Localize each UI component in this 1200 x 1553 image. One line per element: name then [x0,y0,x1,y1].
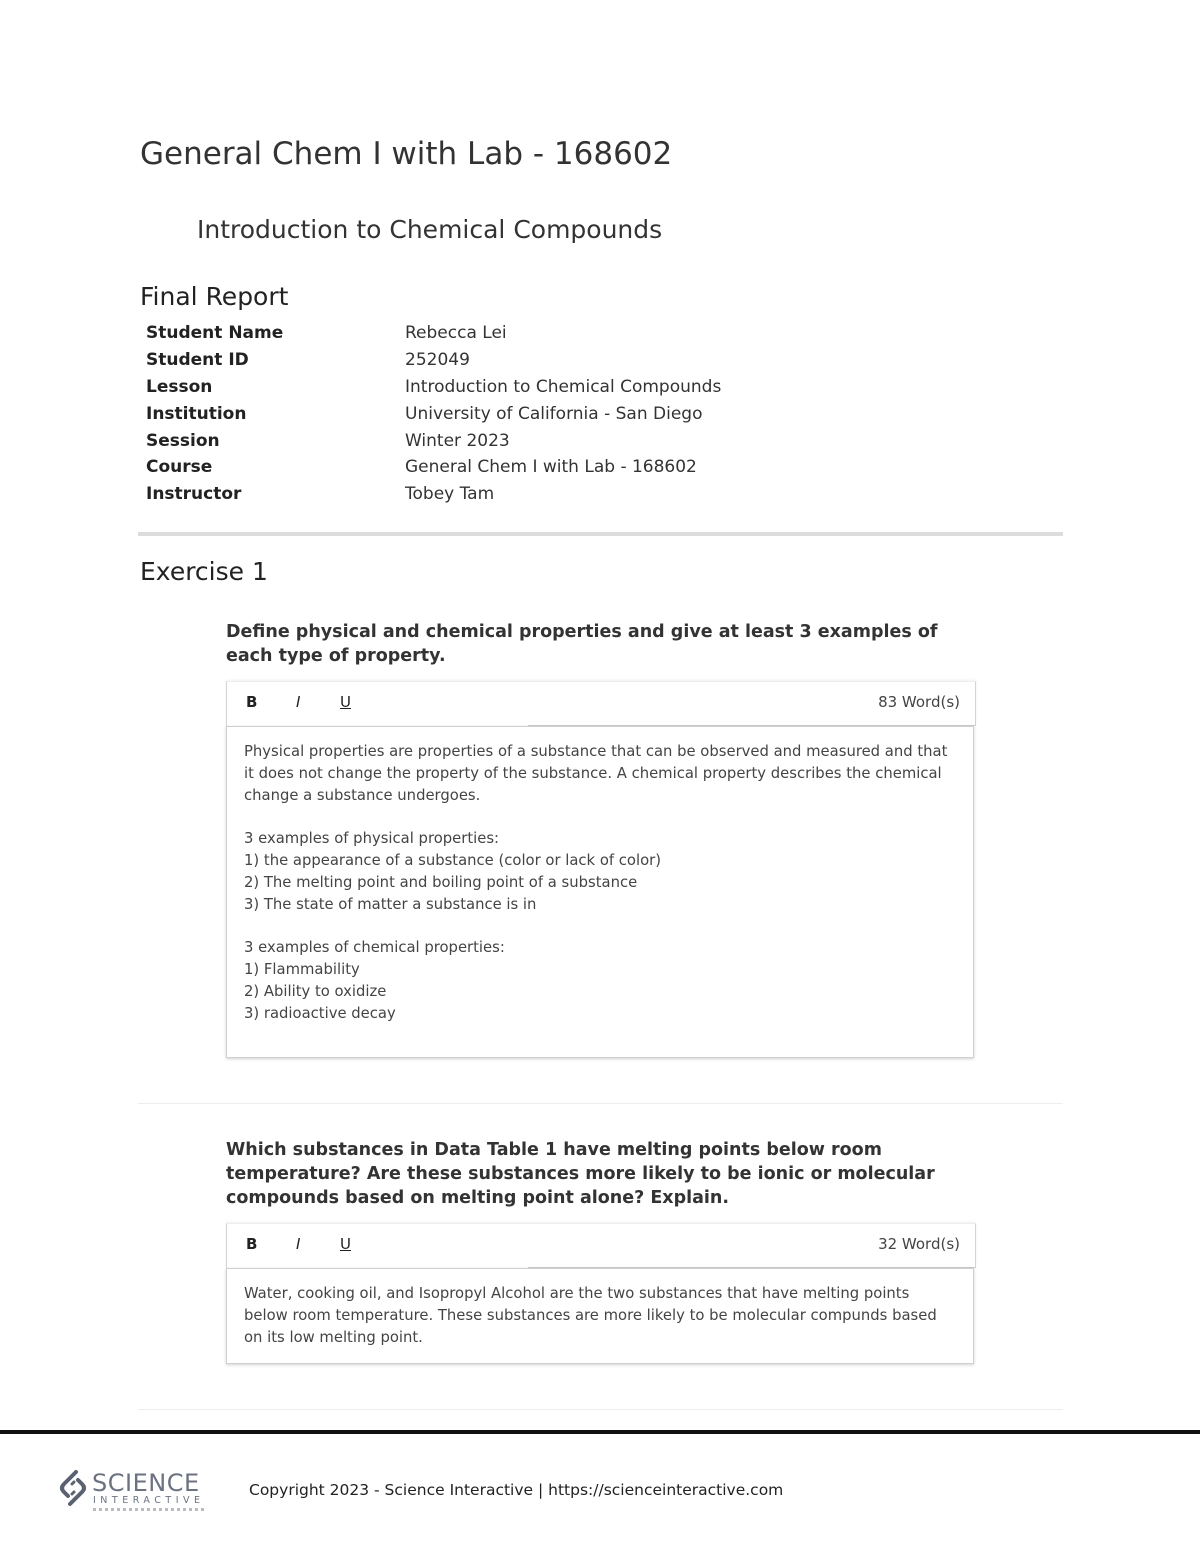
toolbar-frame [226,681,976,726]
info-row-instructor [146,481,721,508]
student-info-table [146,320,721,508]
info-label: Student ID [146,350,249,371]
toolbar-frame [226,1223,976,1268]
underline-button[interactable]: U [340,693,351,711]
question-2-prompt: Which substances in Data Table 1 have melting points below room temperature? Are these substances more likely to be ionic or molecular compounds based on melting point alone? Explain. [226,1140,935,1208]
info-row-institution [146,400,721,427]
logo-subword: INTERACTIVE [93,1495,205,1506]
info-label: Institution [146,403,247,424]
info-label: Course [146,457,213,478]
info-value: Tobey Tam [405,484,495,505]
info-value: University of California - San Diego [405,403,703,424]
info-row-student-id [146,347,721,374]
footer-rule [0,1430,1200,1434]
question-divider [138,1409,1063,1410]
word-count: 83 Word(s) [878,693,960,711]
exercise-title: Exercise 1 [140,557,268,586]
info-value: 252049 [405,350,470,371]
info-label: Session [146,430,220,451]
question-2-toolbar [226,1223,976,1267]
info-row-lesson [146,374,721,401]
section-divider [138,532,1063,536]
underline-button[interactable]: U [340,1235,351,1253]
footer-copyright: Copyright 2023 - Science Interactive | https://scienceinteractive.com [249,1481,784,1499]
info-label: Lesson [146,376,213,397]
info-label: Student Name [146,323,284,344]
italic-button[interactable]: I [296,693,301,711]
info-value: General Chem I with Lab - 168602 [405,457,697,478]
question-1-answer-box[interactable] [226,726,974,1058]
info-value: Winter 2023 [405,430,510,451]
italic-button[interactable]: I [296,1235,301,1253]
question-1-toolbar [226,681,976,725]
question-divider [138,1103,1063,1104]
info-row-session [146,427,721,454]
logo-mark-icon [58,1468,88,1508]
course-title: General Chem I with Lab - 168602 [140,136,673,172]
question-2-answer-box[interactable] [226,1268,974,1364]
bold-button[interactable]: B [246,693,258,711]
lesson-title: Introduction to Chemical Compounds [197,215,663,244]
logo-word: SCIENCE [92,1469,200,1497]
info-row-student-name [146,320,721,347]
question-1-prompt: Define physical and chemical properties and give at least 3 examples of each type of property. [226,622,938,666]
word-count: 32 Word(s) [878,1235,960,1253]
info-label: Instructor [146,484,242,505]
question-1-answer-text: Physical properties are properties of a substance that can be observed and measured and that it does not change the property of the substance. A chemical property describes the chemical change a substance undergoes. 3 examples of physical properties: 1) the appearance of a substance (color or lack of color) 2) The melting point and boiling point of a substance 3) The state of matter a substance is in 3 examples of chemical properties: 1) Flammability 2) Ability to oxidize 3) radioactive decay [244,743,948,1022]
science-interactive-logo [58,1468,218,1516]
question-2-answer-text: Water, cooking oil, and Isopropyl Alcohol are the two substances that have melting points below room temperature. These substances are more likely to be molecular compunds based on its low melting point. [244,1285,937,1346]
info-row-course [146,454,721,481]
info-value: Rebecca Lei [405,323,507,344]
info-value: Introduction to Chemical Compounds [405,376,722,397]
report-title: Final Report [140,282,289,311]
logo-tagline [93,1508,205,1511]
bold-button[interactable]: B [246,1235,258,1253]
